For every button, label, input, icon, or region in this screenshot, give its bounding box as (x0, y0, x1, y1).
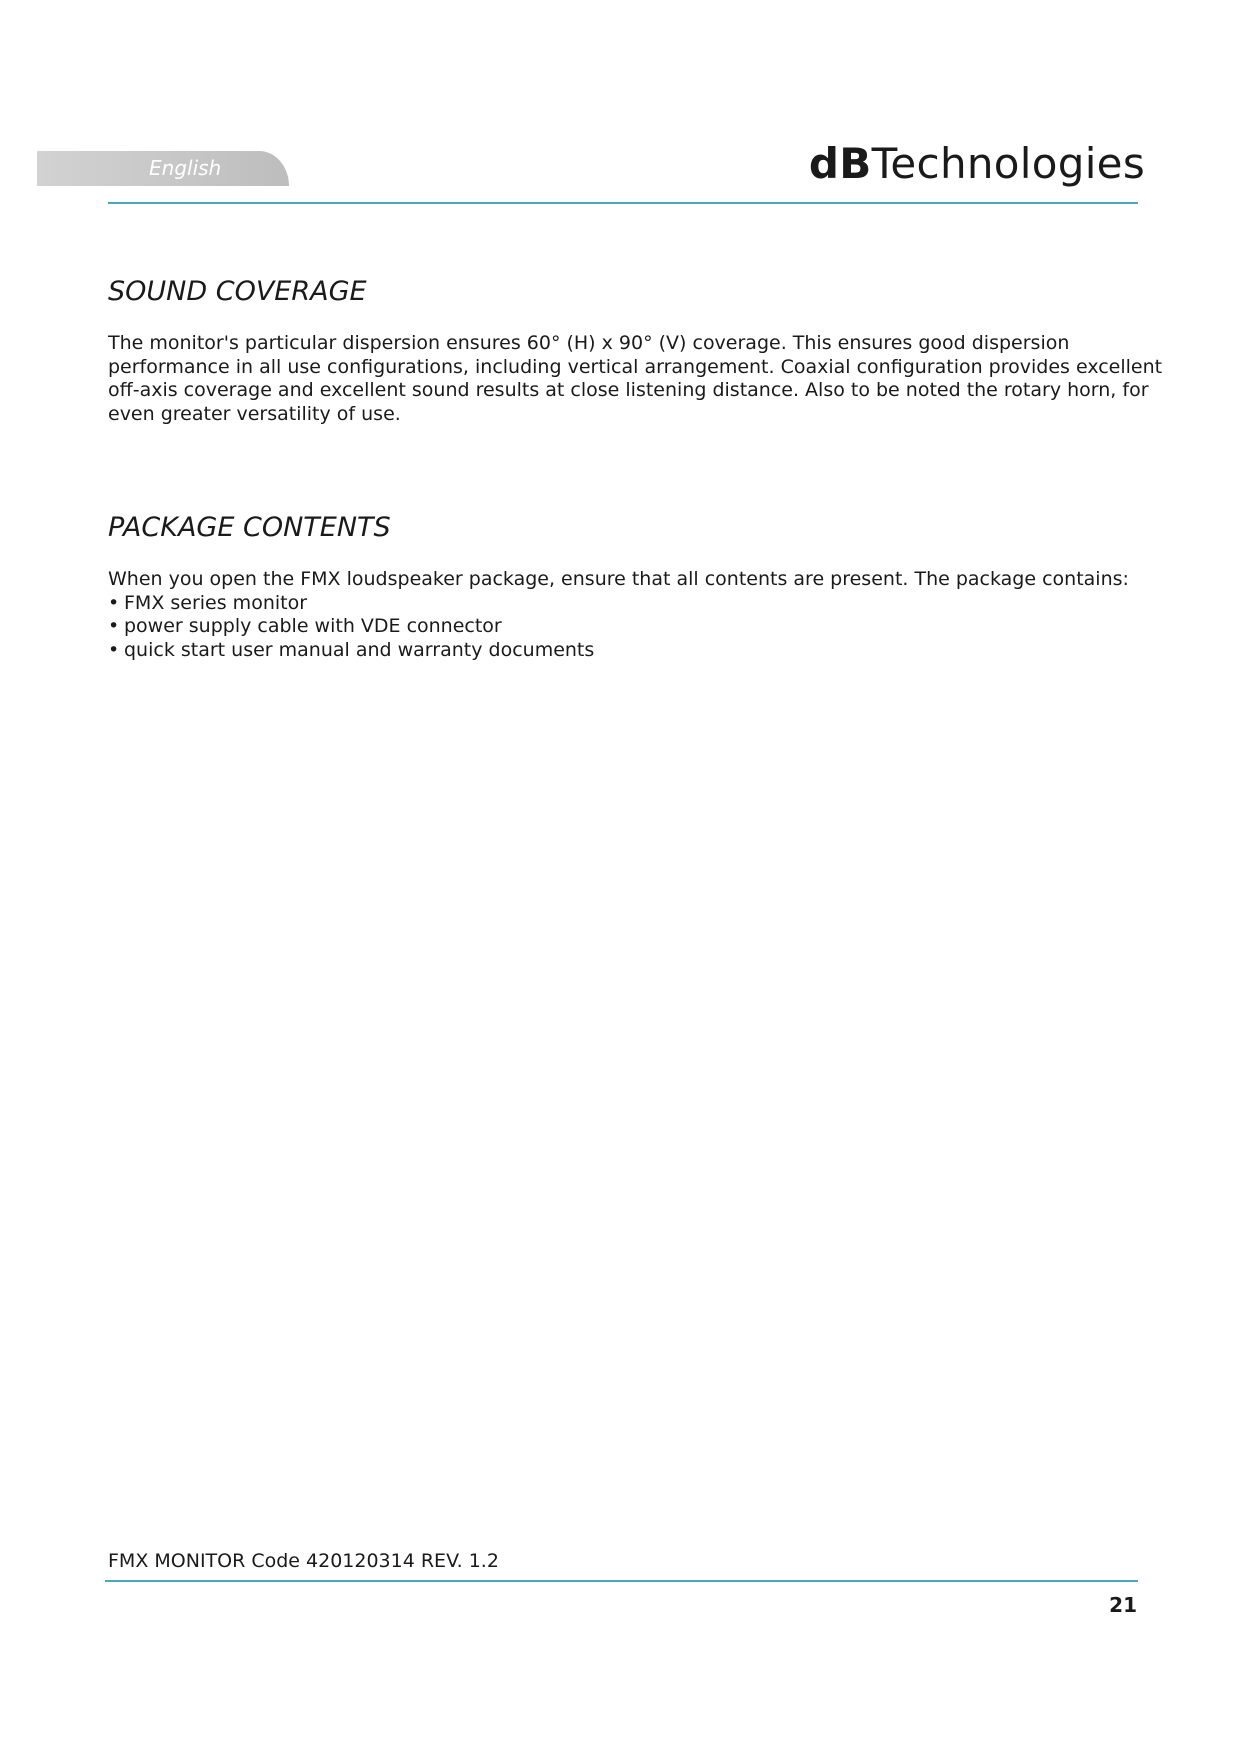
package-contents-intro (108, 568, 1148, 592)
bullet-icon: • (108, 615, 120, 637)
paragraph-line: off-axis coverage and excellent sound results at close listening distance. Also to be noted the rotary horn, for (108, 379, 1149, 401)
list-item-text: FMX series monitor (124, 591, 308, 614)
list-item-text: power supply cable with VDE connector (124, 615, 502, 637)
paragraph-line: When you open the FMX loudspeaker package, ensure that all contents are present. The package contains: (108, 568, 1129, 590)
sound-coverage-paragraph (108, 332, 1163, 426)
list-item (108, 639, 594, 663)
list-item-text: quick start user manual and warranty documents (124, 638, 595, 661)
section-title-package-contents: PACKAGE CONTENTS (108, 512, 391, 543)
document-code: FMX MONITOR Code 420120314 REV. 1.2 (108, 1550, 499, 1572)
paragraph-line: even greater versatility of use. (108, 402, 401, 425)
logo-light-part: Technologies (871, 139, 1145, 188)
list-item (108, 615, 594, 639)
footer-divider (105, 1580, 1138, 1582)
list-item (108, 592, 594, 616)
section-title-sound-coverage: SOUND COVERAGE (108, 276, 367, 307)
logo-bold-part: dB (808, 139, 872, 188)
header-divider (108, 202, 1138, 204)
paragraph-line: performance in all use configurations, including vertical arrangement. Coaxial configuration provides excellent (108, 355, 1163, 378)
bullet-icon: • (108, 591, 120, 614)
brand-logo (809, 140, 1145, 188)
paragraph-line: The monitor's particular dispersion ensures 60° (H) x 90° (V) coverage. This ensures good dispersion (108, 332, 1070, 354)
page-number: 21 (1109, 1593, 1137, 1617)
package-contents-list (108, 592, 594, 663)
language-tab (37, 151, 289, 186)
bullet-icon: • (108, 638, 120, 661)
language-label: English (149, 156, 222, 180)
